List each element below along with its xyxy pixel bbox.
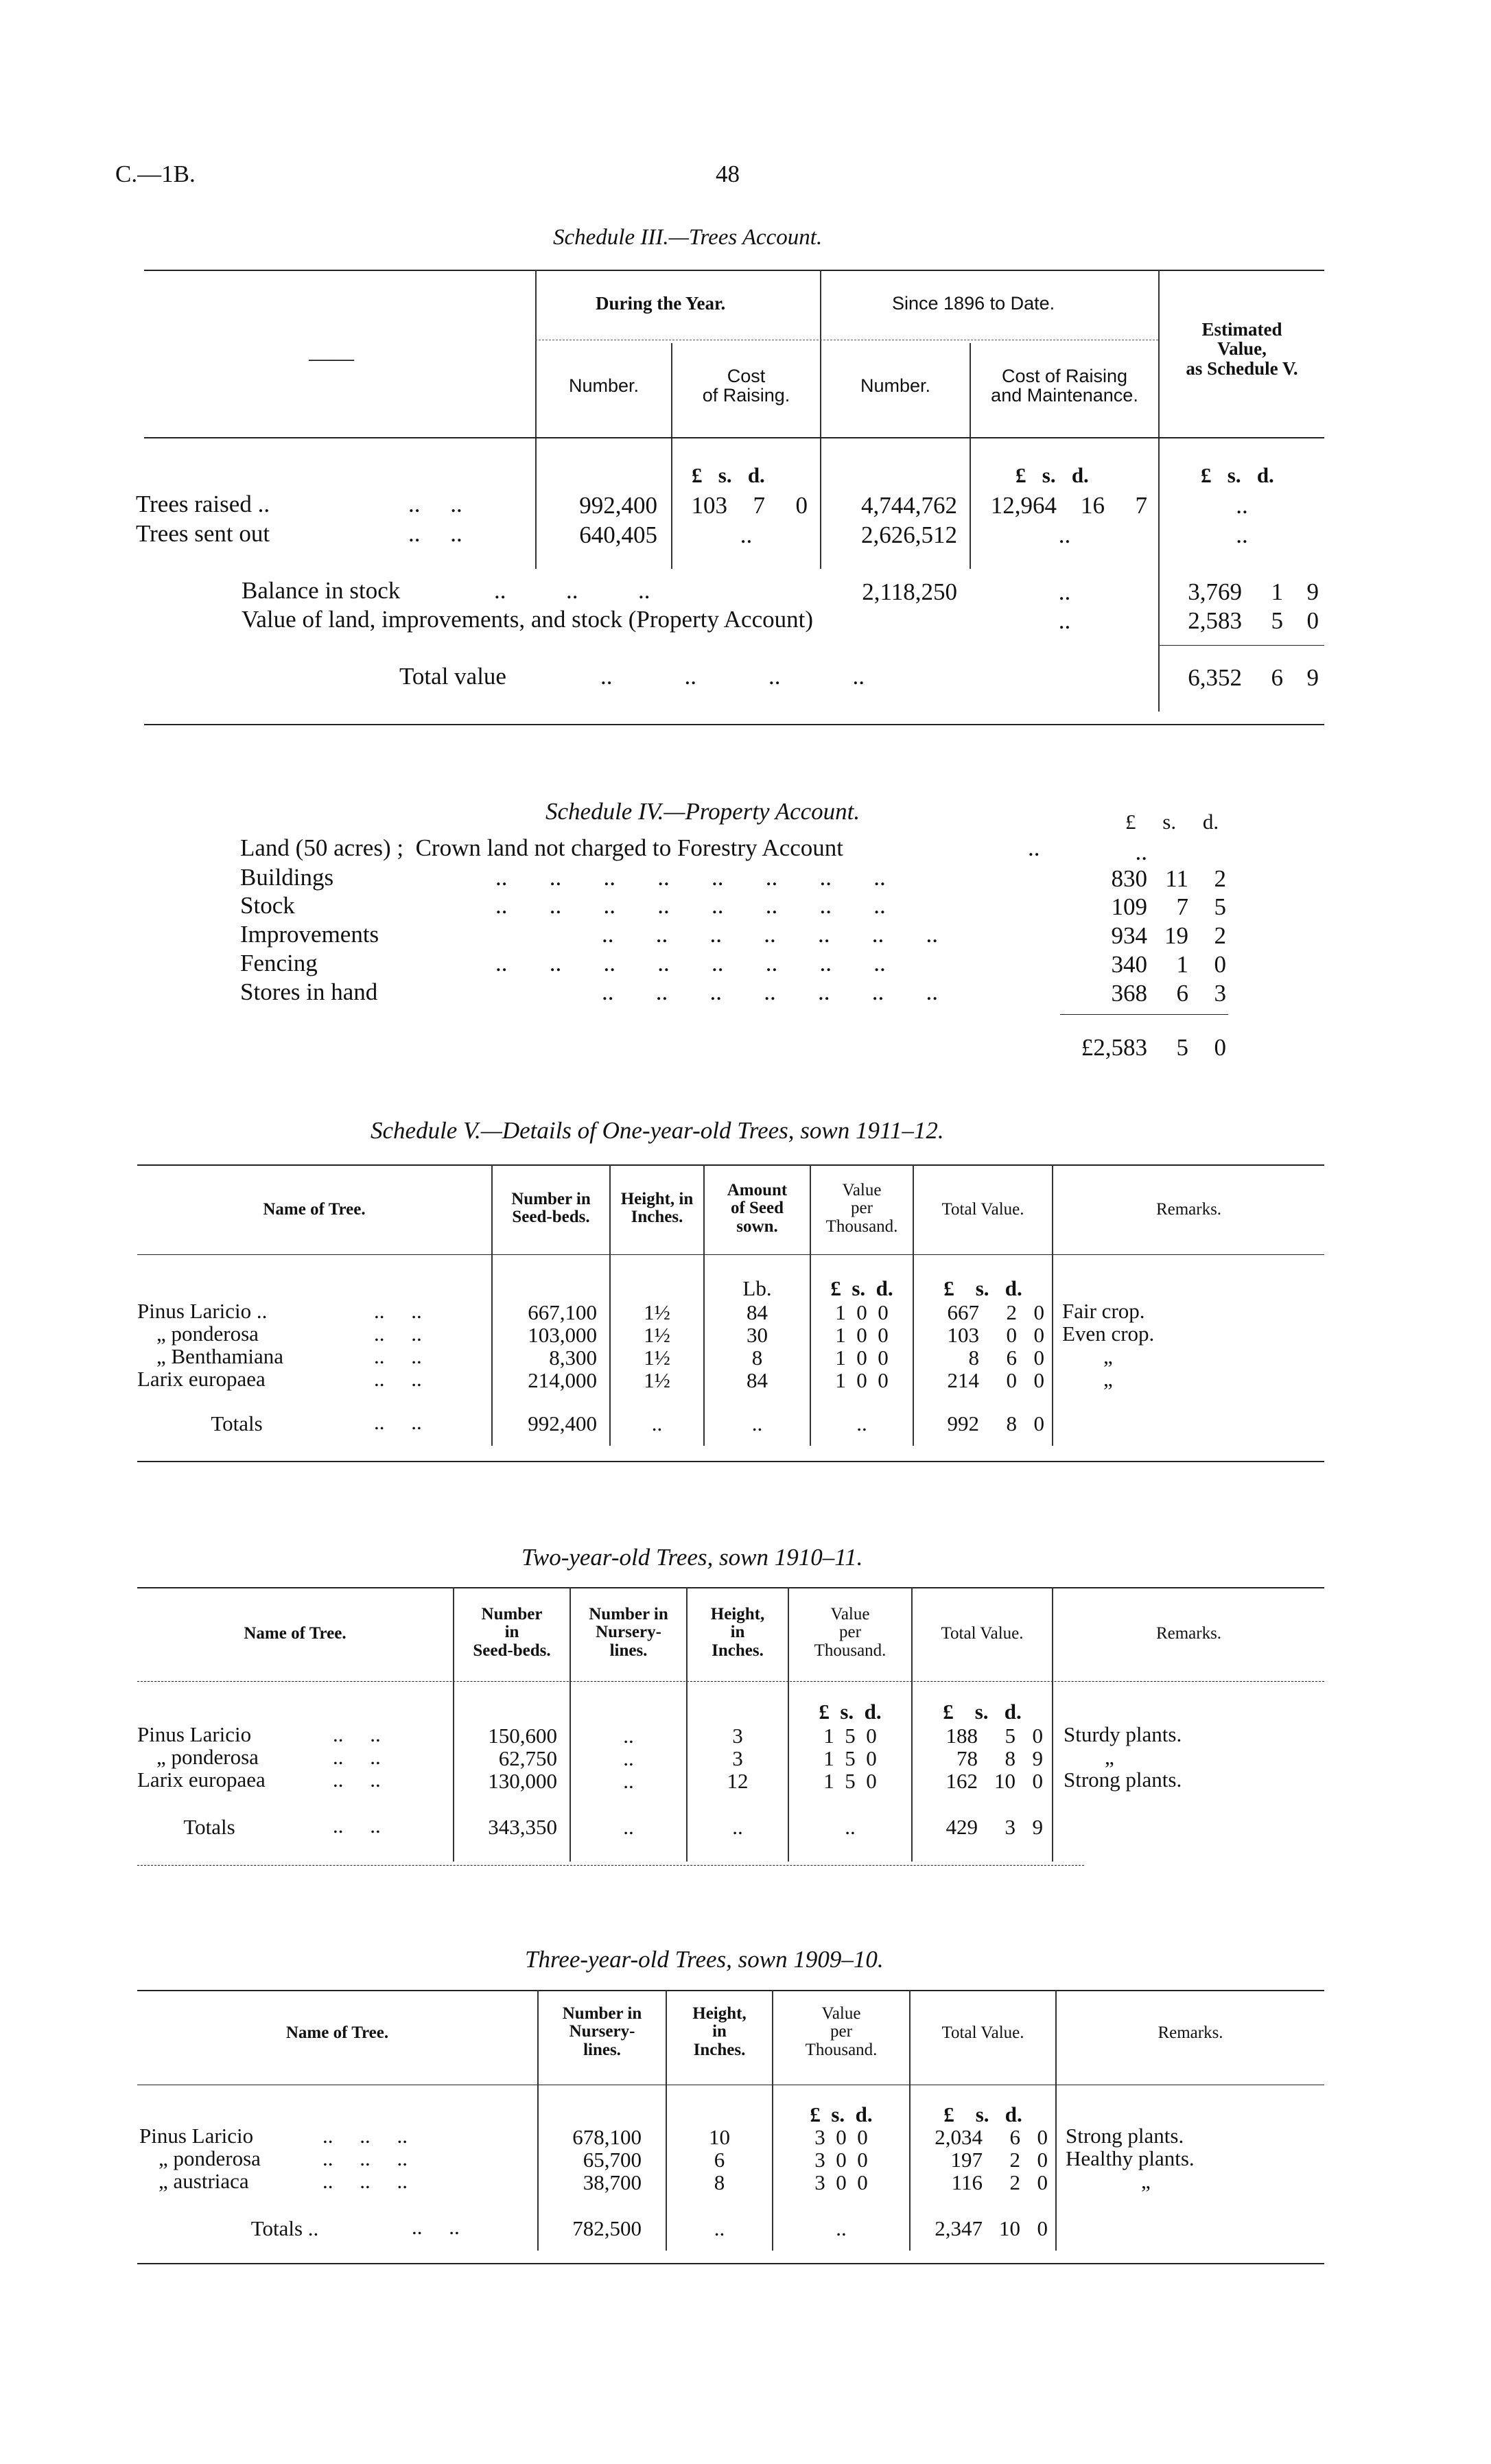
s6-h-value: Value per Thousand. bbox=[814, 1605, 887, 1660]
s5-row-name: „ Benthamiana bbox=[156, 1344, 284, 1368]
s5-row-height: 1½ bbox=[644, 1300, 670, 1324]
s6-totals-nursery: .. bbox=[623, 1815, 634, 1839]
s6-row-height: 12 bbox=[727, 1769, 749, 1793]
s3-value-d: 0 bbox=[1306, 607, 1319, 634]
s5-h-remarks: Remarks. bbox=[1155, 1200, 1222, 1219]
s6-row-td: 0 bbox=[1032, 1724, 1043, 1748]
s7-totals-tl: 2,347 bbox=[935, 2216, 983, 2240]
s5-row-num: 214,000 bbox=[528, 1368, 597, 1392]
s3-row-dots: .. .. bbox=[408, 520, 462, 547]
s5-h-amount: Amount of Seed sown. bbox=[727, 1181, 788, 1236]
s7-row-tl: 2,034 bbox=[935, 2125, 983, 2149]
s5-row-remarks: „ bbox=[1103, 1344, 1113, 1368]
s5-row-td: 0 bbox=[1033, 1368, 1044, 1392]
s5-row-value: 1 0 0 bbox=[835, 1368, 889, 1392]
s7-row-ts: 2 bbox=[1009, 2170, 1020, 2194]
s3-balance-d: 9 bbox=[1306, 578, 1319, 605]
s5-h-name: Name of Tree. bbox=[263, 1200, 366, 1219]
s6-row-ts: 10 bbox=[994, 1769, 1015, 1793]
s6-row-ts: 5 bbox=[1005, 1724, 1015, 1748]
s5-row-td: 0 bbox=[1033, 1300, 1044, 1324]
s3-value-l: 2,583 bbox=[1188, 607, 1242, 634]
s7-row-dots: .. .. .. bbox=[322, 2124, 408, 2148]
s5-row-td: 0 bbox=[1033, 1323, 1044, 1347]
s6-row-name: „ ponderosa bbox=[156, 1745, 259, 1769]
s4-row-dots: .. .. .. .. .. .. .. bbox=[602, 921, 938, 948]
s6-row-value: 1 5 0 bbox=[823, 1746, 877, 1770]
s5-row-value: 1 0 0 bbox=[835, 1346, 889, 1370]
s4-row-d: 3 bbox=[1214, 980, 1226, 1007]
s7-totals-td: 0 bbox=[1037, 2216, 1048, 2240]
s6-row-ts: 8 bbox=[1005, 1746, 1015, 1770]
s3-row-n2: 2,626,512 bbox=[861, 521, 957, 548]
s3-row-c2-l: 12,964 bbox=[990, 492, 1057, 519]
s7-totals-ts: 10 bbox=[999, 2216, 1020, 2240]
s7-totals-value: .. bbox=[836, 2216, 847, 2240]
s3-balance-dots2: .. bbox=[1058, 578, 1071, 605]
s5-row-value: 1 0 0 bbox=[835, 1300, 889, 1324]
s6-totals-value: .. bbox=[845, 1815, 856, 1839]
s6-row-tl: 188 bbox=[946, 1724, 978, 1748]
s7-row-nursery: 38,700 bbox=[583, 2170, 642, 2194]
s3-row-cost-s: 7 bbox=[753, 492, 765, 519]
s5-h-value: Value per Thousand. bbox=[825, 1181, 898, 1236]
s6-row-value: 1 5 0 bbox=[823, 1724, 877, 1748]
s4-row-dots: .. .. .. .. .. .. .. .. bbox=[495, 892, 886, 919]
s4-row-d: 5 bbox=[1214, 893, 1226, 920]
s5-row-num: 667,100 bbox=[528, 1300, 597, 1324]
s6-row-tl: 162 bbox=[946, 1769, 978, 1793]
s6-row-nursery: .. bbox=[623, 1724, 634, 1748]
s6-row-num: 62,750 bbox=[498, 1746, 557, 1770]
s5-row-tl: 8 bbox=[968, 1346, 979, 1370]
s7-row-value: 3 0 0 bbox=[814, 2148, 868, 2172]
s7-row-dots: .. .. .. bbox=[322, 2146, 408, 2170]
s6-row-name: Pinus Laricio bbox=[137, 1722, 252, 1746]
s4-row-s: 6 bbox=[1176, 980, 1188, 1007]
s5-totals-tl: 992 bbox=[947, 1411, 979, 1435]
s3-row-c2: .. bbox=[1058, 521, 1071, 548]
s4-row-d: 2 bbox=[1214, 865, 1226, 892]
s7-row-td: 0 bbox=[1037, 2125, 1048, 2149]
s7-totals-nursery: 782,500 bbox=[572, 2216, 642, 2240]
s5-row-dots: .. .. bbox=[374, 1322, 422, 1346]
s6-totals-td: 9 bbox=[1032, 1815, 1043, 1839]
s5-row-amount: 84 bbox=[747, 1368, 768, 1392]
s5-row-tl: 214 bbox=[947, 1368, 979, 1392]
s7-row-ts: 2 bbox=[1009, 2148, 1020, 2172]
s5-row-dots: .. .. bbox=[374, 1299, 422, 1323]
s4-row-label: Fencing bbox=[240, 950, 318, 976]
s6-row-tl: 78 bbox=[956, 1746, 978, 1770]
s3-row-label: Trees sent out bbox=[136, 520, 270, 547]
s7-row-height: 10 bbox=[709, 2125, 730, 2149]
s3-total-s: 6 bbox=[1271, 664, 1283, 691]
s5-totals-value: .. bbox=[856, 1411, 867, 1435]
s7-row-ts: 6 bbox=[1009, 2125, 1020, 2149]
s3-total-dots: .. .. .. .. bbox=[600, 663, 865, 690]
s4-row-s: 1 bbox=[1176, 951, 1188, 978]
doc-ref: C.—1B. bbox=[115, 161, 196, 187]
s6-row-remarks: „ bbox=[1105, 1745, 1114, 1769]
s3-row-cost: .. bbox=[740, 521, 753, 548]
three-year-title: Three-year-old Trees, sown 1909–10. bbox=[525, 1946, 884, 1973]
s5-h-height: Height, in Inches. bbox=[620, 1190, 694, 1227]
s4-row-l: 830 bbox=[1111, 865, 1147, 892]
s3-value-label: Value of land, improvements, and stock (Property Account) bbox=[242, 606, 813, 633]
s6-row-height: 3 bbox=[732, 1746, 743, 1770]
s3-balance-s: 1 bbox=[1271, 578, 1283, 605]
s6-row-nursery: .. bbox=[623, 1769, 634, 1793]
s3-number2-header: Number. bbox=[860, 375, 931, 396]
s7-h-name: Name of Tree. bbox=[285, 2023, 389, 2042]
s6-row-nursery: .. bbox=[623, 1746, 634, 1770]
s3-row-e: .. bbox=[1236, 492, 1248, 519]
s5-unit-total: £ s. d. bbox=[943, 1276, 1022, 1300]
s5-unit-value: £ s. d. bbox=[830, 1276, 893, 1300]
s3-row-cost-d: 0 bbox=[795, 492, 808, 519]
s5-row-height: 1½ bbox=[644, 1323, 670, 1347]
s5-row-num: 103,000 bbox=[528, 1323, 597, 1347]
s3-since-header: Since 1896 to Date. bbox=[892, 293, 1055, 314]
s4-row-label: Improvements bbox=[240, 921, 379, 948]
s7-row-remarks: Healthy plants. bbox=[1066, 2146, 1195, 2170]
s3-total-label: Total value bbox=[399, 663, 506, 690]
s3-value-s: 5 bbox=[1271, 607, 1283, 634]
s6-row-dots: .. .. bbox=[333, 1722, 381, 1746]
s6-h-total: Total Value. bbox=[941, 1624, 1024, 1643]
s7-unit-value: £ s. d. bbox=[810, 2102, 873, 2126]
s5-totals-label: Totals bbox=[211, 1411, 263, 1435]
s7-row-tl: 197 bbox=[950, 2148, 983, 2172]
s4-row-dots: .. .. .. .. .. .. .. .. bbox=[495, 950, 886, 976]
s3-dash: —— bbox=[309, 347, 354, 371]
s3-during-header: During the Year. bbox=[596, 293, 726, 314]
s7-h-value: Value per Thousand. bbox=[805, 2004, 878, 2059]
s5-row-remarks: „ bbox=[1103, 1367, 1113, 1391]
s6-row-remarks: Sturdy plants. bbox=[1064, 1722, 1182, 1746]
s3-row-label: Trees raised .. bbox=[136, 491, 270, 517]
s4-row-dots: .. .. .. .. .. .. .. bbox=[602, 978, 938, 1005]
s6-row-value: 1 5 0 bbox=[823, 1769, 877, 1793]
s5-row-dots: .. .. bbox=[374, 1344, 422, 1368]
s5-row-tl: 103 bbox=[947, 1323, 979, 1347]
s7-row-value: 3 0 0 bbox=[814, 2125, 868, 2149]
s7-row-tl: 116 bbox=[951, 2170, 983, 2194]
s4-row-d: 2 bbox=[1214, 922, 1226, 949]
s6-unit-value: £ s. d. bbox=[819, 1700, 882, 1724]
s7-row-nursery: 678,100 bbox=[572, 2125, 642, 2149]
s4-row-label: Stock bbox=[240, 892, 295, 919]
s3-row-c2-s: 16 bbox=[1081, 492, 1105, 519]
s7-row-td: 0 bbox=[1037, 2148, 1048, 2172]
s6-row-td: 0 bbox=[1032, 1769, 1043, 1793]
s6-row-dots: .. .. bbox=[333, 1768, 381, 1792]
s6-row-dots: .. .. bbox=[333, 1745, 381, 1769]
s3-row-cost-l: 103 bbox=[691, 492, 727, 519]
s5-totals-dots: .. .. bbox=[374, 1410, 422, 1434]
s5-row-height: 1½ bbox=[644, 1346, 670, 1370]
s6-h-remarks: Remarks. bbox=[1155, 1624, 1222, 1643]
s6-totals-ts: 3 bbox=[1005, 1815, 1015, 1839]
s7-unit-total: £ s. d. bbox=[943, 2102, 1022, 2126]
s4-row-l: 934 bbox=[1111, 922, 1147, 949]
s5-row-num: 8,300 bbox=[549, 1346, 597, 1370]
s4-row-label: Stores in hand bbox=[240, 978, 378, 1005]
s3-row-dots: .. .. bbox=[408, 491, 462, 517]
schedule-iv-title: Schedule IV.—Property Account. bbox=[545, 798, 860, 825]
s7-row-nursery: 65,700 bbox=[583, 2148, 642, 2172]
s4-total-s: 5 bbox=[1176, 1034, 1188, 1061]
s7-row-value: 3 0 0 bbox=[814, 2170, 868, 2194]
s3-unit-lsd: £ s. d. bbox=[692, 463, 765, 487]
s5-row-remarks: Even crop. bbox=[1062, 1322, 1155, 1346]
s3-row-n1: 640,405 bbox=[579, 521, 657, 548]
s7-row-name: „ austriaca bbox=[159, 2169, 249, 2193]
s3-estimated-header: Estimated Value, as Schedule V. bbox=[1186, 319, 1298, 379]
s7-row-remarks: Strong plants. bbox=[1066, 2124, 1184, 2148]
s4-row-label: Buildings bbox=[240, 864, 334, 891]
s5-row-name: Pinus Laricio .. bbox=[137, 1299, 268, 1323]
s4-unit: £ s. d. bbox=[1125, 810, 1219, 834]
s6-h-height: Height, in Inches. bbox=[710, 1605, 765, 1660]
s3-unit-lsd-3: £ s. d. bbox=[1201, 463, 1274, 487]
s4-row-l: 340 bbox=[1111, 951, 1147, 978]
s3-balance-dots: .. .. .. bbox=[494, 577, 650, 604]
s3-cost-header: Cost of Raising. bbox=[702, 366, 790, 406]
s4-row-s: 11 bbox=[1165, 865, 1188, 892]
s4-total-d: 0 bbox=[1214, 1034, 1226, 1061]
s6-totals-dots: .. .. bbox=[333, 1814, 381, 1838]
s3-row-c2-d: 7 bbox=[1135, 492, 1147, 519]
s6-row-height: 3 bbox=[732, 1724, 743, 1748]
s6-row-name: Larix europaea bbox=[137, 1768, 266, 1792]
s7-totals-dots: .. .. bbox=[412, 2215, 460, 2239]
s3-balance-l: 3,769 bbox=[1188, 578, 1242, 605]
s7-row-name: Pinus Laricio bbox=[139, 2124, 254, 2148]
s5-row-value: 1 0 0 bbox=[835, 1323, 889, 1347]
s5-row-name: Larix europaea bbox=[137, 1367, 266, 1391]
schedule-v-title: Schedule V.—Details of One-year-old Trees, sown 1911–12. bbox=[371, 1117, 944, 1144]
s6-row-remarks: Strong plants. bbox=[1064, 1768, 1182, 1792]
s5-row-height: 1½ bbox=[644, 1368, 670, 1392]
s6-row-td: 9 bbox=[1032, 1746, 1043, 1770]
s7-row-height: 6 bbox=[714, 2148, 725, 2172]
s6-h-nursery: Number in Nursery- lines. bbox=[589, 1605, 668, 1660]
s3-balance-label: Balance in stock bbox=[242, 577, 401, 604]
s5-row-name: „ ponderosa bbox=[156, 1322, 259, 1346]
s3-number-header: Number. bbox=[568, 375, 639, 396]
s6-totals-height: .. bbox=[732, 1815, 743, 1839]
s3-unit-lsd-2: £ s. d. bbox=[1015, 463, 1089, 487]
s7-h-remarks: Remarks. bbox=[1158, 2023, 1223, 2042]
s6-row-num: 150,600 bbox=[488, 1724, 557, 1748]
s5-row-ts: 0 bbox=[1006, 1368, 1017, 1392]
s4-row-d: 0 bbox=[1214, 951, 1226, 978]
s7-row-height: 8 bbox=[714, 2170, 725, 2194]
s5-row-ts: 6 bbox=[1006, 1346, 1017, 1370]
s3-value-dots: .. bbox=[1058, 607, 1071, 634]
s7-row-remarks: „ bbox=[1141, 2169, 1151, 2193]
s5-row-amount: 8 bbox=[751, 1346, 763, 1370]
s3-balance-n2: 2,118,250 bbox=[862, 578, 957, 605]
s5-row-dots: .. .. bbox=[374, 1367, 422, 1391]
s7-totals-label: Totals .. bbox=[250, 2216, 319, 2240]
s7-row-name: „ ponderosa bbox=[159, 2146, 261, 2170]
s5-row-td: 0 bbox=[1033, 1346, 1044, 1370]
s3-cost2-header: Cost of Raising and Maintenance. bbox=[991, 366, 1138, 406]
s4-row-s: 19 bbox=[1164, 922, 1188, 949]
s5-unit-amount: Lb. bbox=[742, 1276, 772, 1300]
s7-totals-height: .. bbox=[714, 2216, 725, 2240]
s5-totals-ts: 8 bbox=[1006, 1411, 1017, 1435]
s5-totals-amount: .. bbox=[751, 1411, 763, 1435]
s4-row-l: .. bbox=[1135, 838, 1147, 865]
s3-total-l: 6,352 bbox=[1188, 664, 1242, 691]
s4-total-l: £2,583 bbox=[1081, 1034, 1147, 1061]
s5-row-remarks: Fair crop. bbox=[1062, 1299, 1145, 1323]
s4-row-dots: .. bbox=[1028, 834, 1040, 861]
s6-h-name: Name of Tree. bbox=[244, 1624, 347, 1643]
s6-unit-total: £ s. d. bbox=[943, 1700, 1022, 1724]
page-number: 48 bbox=[716, 161, 740, 187]
s7-h-height: Height, in Inches. bbox=[692, 2004, 747, 2059]
s3-row-n1: 992,400 bbox=[579, 492, 657, 519]
s5-row-ts: 2 bbox=[1006, 1300, 1017, 1324]
s4-row-dots: .. .. .. .. .. .. .. .. bbox=[495, 864, 886, 891]
s5-row-amount: 30 bbox=[747, 1323, 768, 1347]
schedule-iii-title: Schedule III.—Trees Account. bbox=[553, 225, 823, 250]
s5-row-ts: 0 bbox=[1006, 1323, 1017, 1347]
s6-totals-label: Totals bbox=[183, 1815, 235, 1839]
s5-totals-num: 992,400 bbox=[528, 1411, 597, 1435]
s4-row-label: Land (50 acres) ; Crown land not charged to Forestry Account bbox=[240, 834, 843, 861]
s4-row-s: 7 bbox=[1176, 893, 1188, 920]
two-year-title: Two-year-old Trees, sown 1910–11. bbox=[521, 1544, 863, 1571]
s7-row-td: 0 bbox=[1037, 2170, 1048, 2194]
s3-total-d: 9 bbox=[1306, 664, 1319, 691]
s5-row-amount: 84 bbox=[747, 1300, 768, 1324]
s5-totals-height: .. bbox=[651, 1411, 663, 1435]
s5-row-tl: 667 bbox=[947, 1300, 979, 1324]
s4-row-l: 368 bbox=[1111, 980, 1147, 1007]
s5-h-num: Number in Seed-beds. bbox=[511, 1190, 591, 1227]
s6-totals-num: 343,350 bbox=[488, 1815, 557, 1839]
s5-totals-td: 0 bbox=[1033, 1411, 1044, 1435]
s6-totals-tl: 429 bbox=[946, 1815, 978, 1839]
s4-row-l: 109 bbox=[1111, 893, 1147, 920]
s3-row-e: .. bbox=[1236, 521, 1248, 548]
s3-row-n2: 4,744,762 bbox=[861, 492, 957, 519]
s7-h-nursery: Number in Nursery- lines. bbox=[562, 2004, 642, 2059]
s5-h-total: Total Value. bbox=[941, 1200, 1024, 1219]
s6-row-num: 130,000 bbox=[488, 1769, 557, 1793]
s7-h-total: Total Value. bbox=[941, 2023, 1024, 2042]
s6-h-num: Number in Seed-beds. bbox=[473, 1605, 551, 1660]
s7-row-dots: .. .. .. bbox=[322, 2169, 408, 2193]
